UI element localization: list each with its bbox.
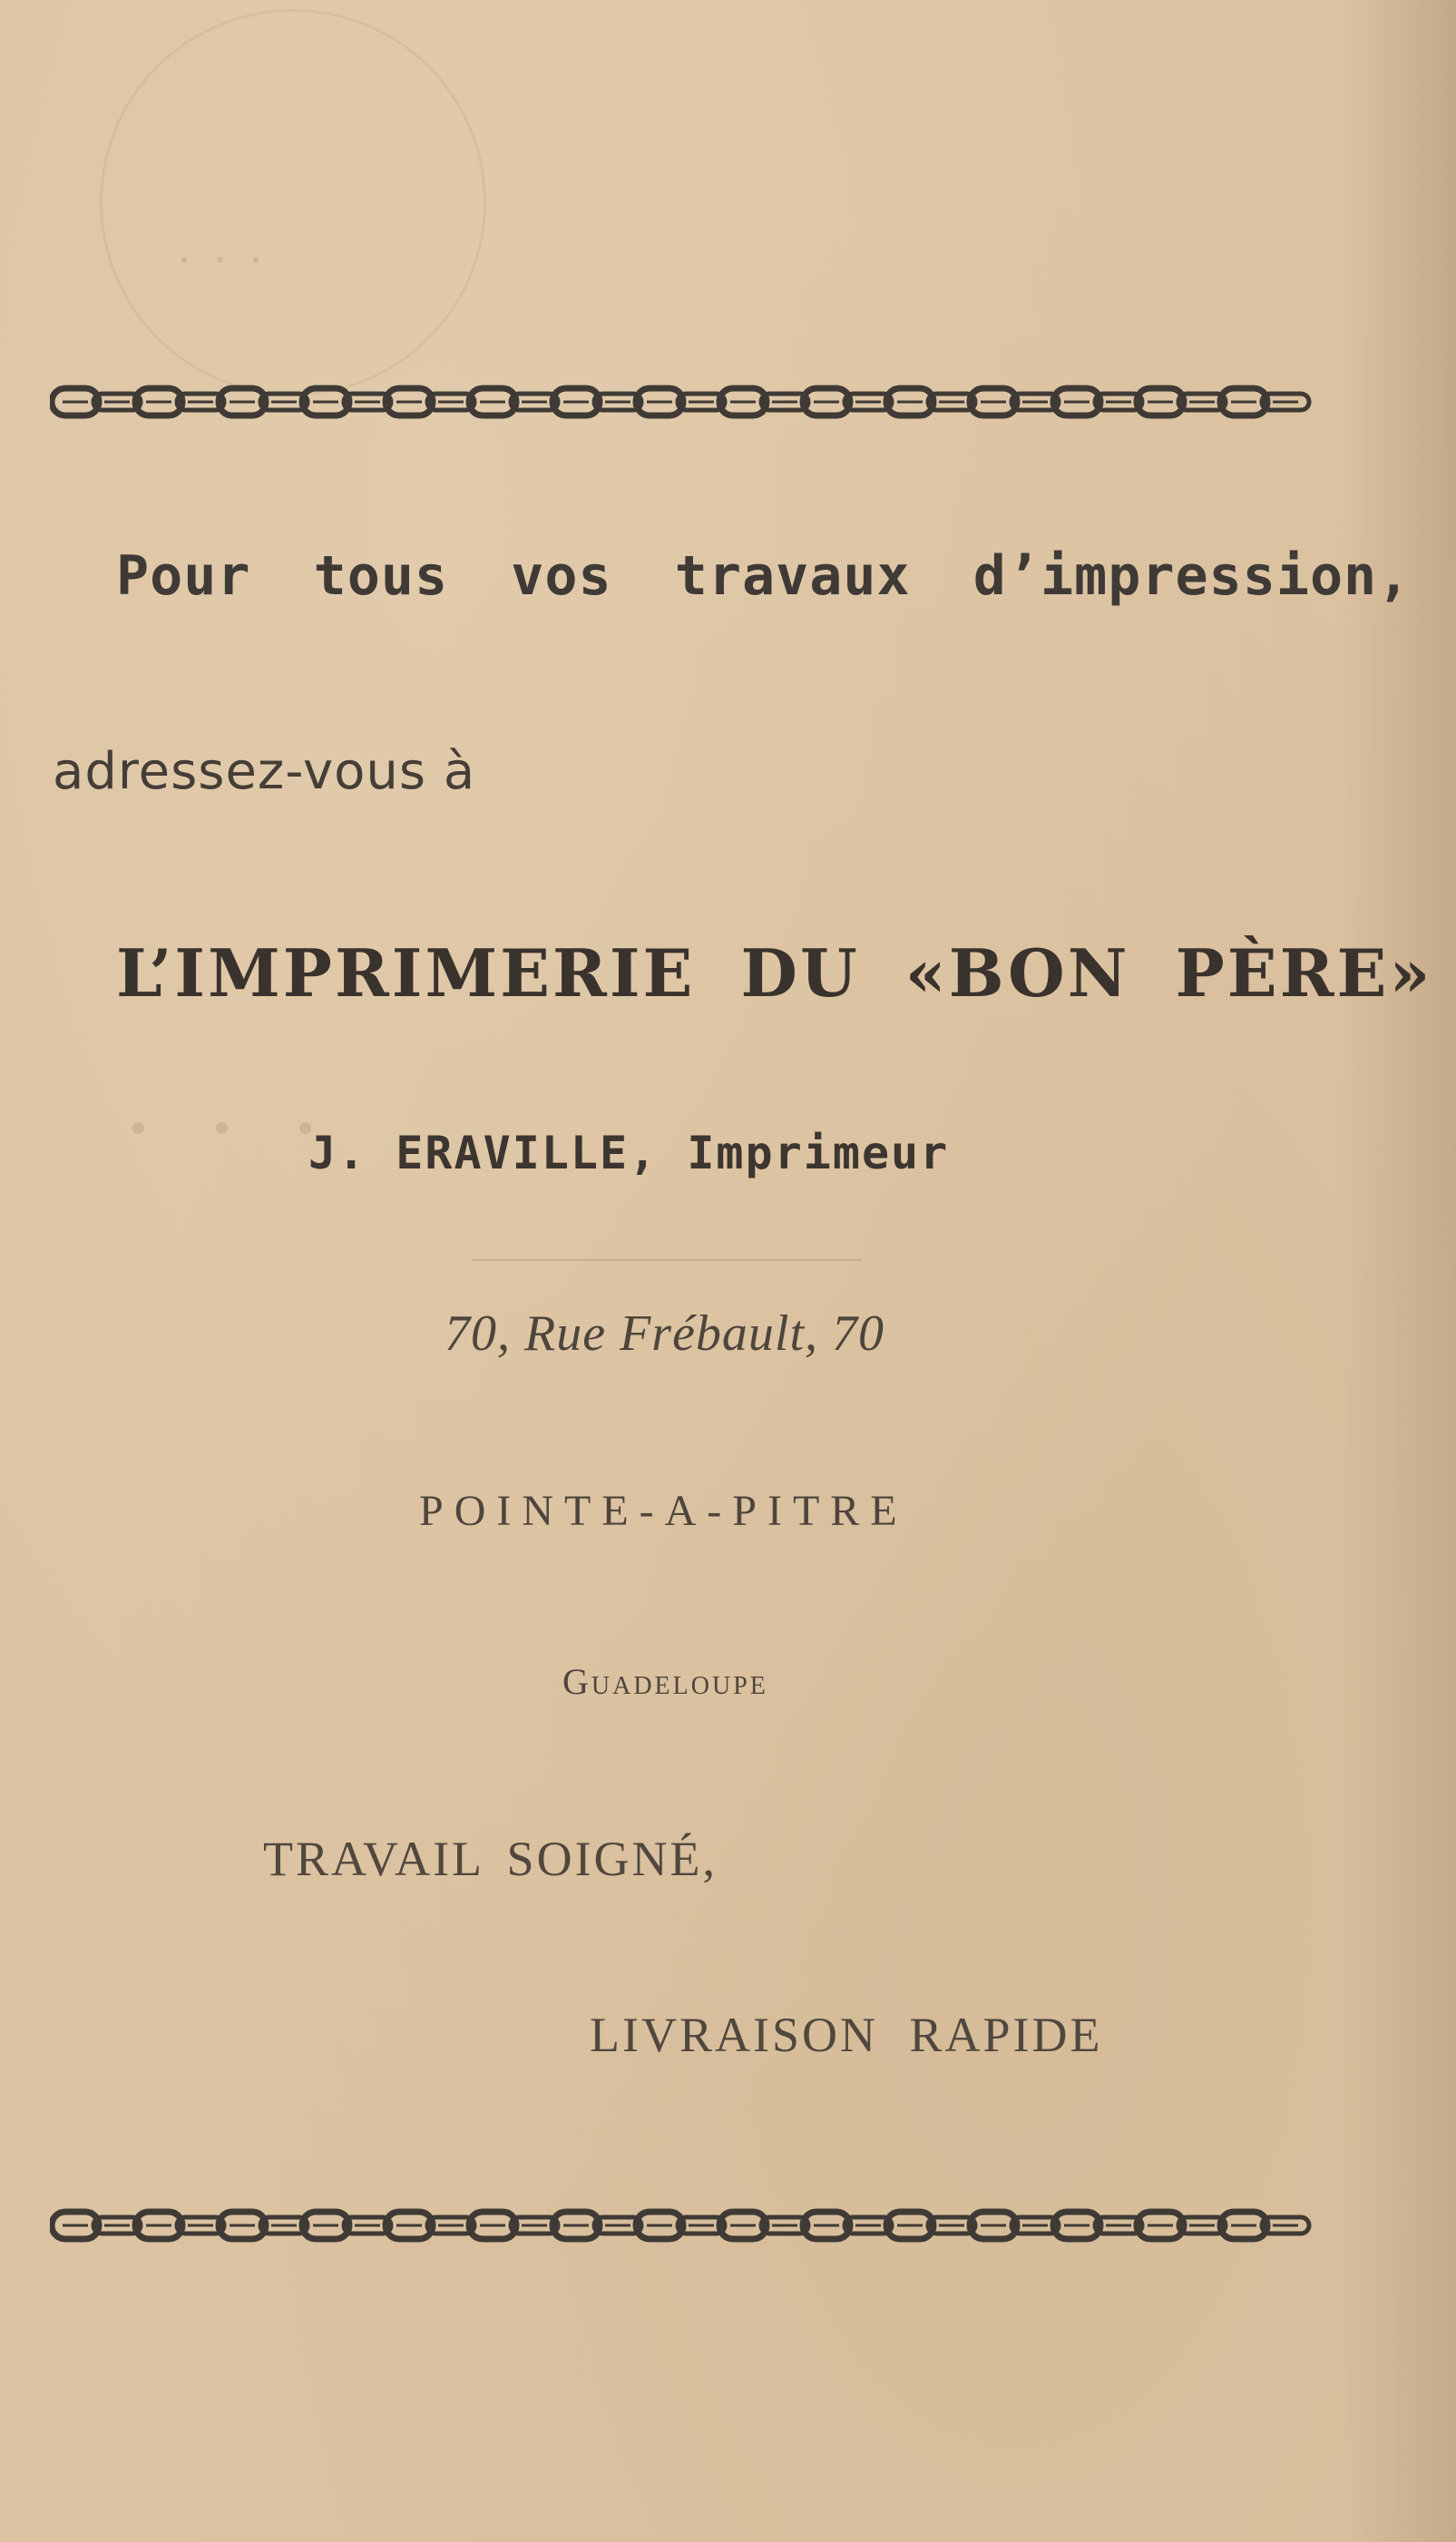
address-to-line: adressez-vous à [53, 742, 476, 801]
reverse-side-showthrough-top: · · · [172, 232, 264, 287]
faint-divider [472, 1259, 862, 1261]
intro-line: Pour tous vos travaux d’impression, [116, 544, 1412, 608]
quality-slogan: TRAVAIL SOIGNÉ, [263, 1832, 718, 1886]
printing-house-name: L’IMPRIMERIE DU «BON PÈRE» [116, 934, 1433, 1012]
region-name: Guadeloupe [562, 1661, 768, 1702]
reverse-side-showthrough-middle: · · · [109, 1072, 322, 1183]
chain-border-top-icon [50, 381, 1338, 423]
chain-border-bottom-icon [50, 2205, 1338, 2246]
delivery-slogan: LIVRAISON RAPIDE [590, 2008, 1103, 2062]
city-name: POINTE-A-PITRE [419, 1487, 908, 1535]
faded-seal-showthrough [100, 9, 486, 396]
street-address: 70, Rue Frébault, 70 [445, 1305, 885, 1362]
printer-name: J. ERAVILLE, Imprimeur [308, 1127, 950, 1179]
